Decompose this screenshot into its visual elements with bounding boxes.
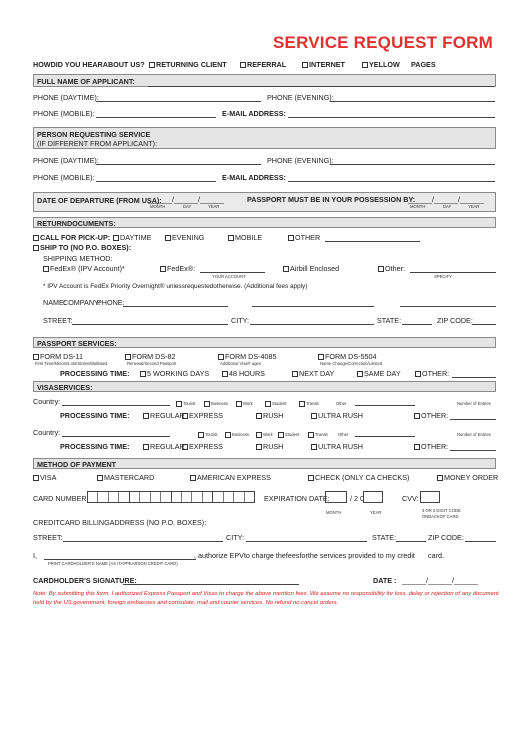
visa1-processing-label: PROCESSING TIME: bbox=[60, 411, 130, 420]
visa1-tourist-option[interactable]: Tourist bbox=[176, 401, 195, 407]
ship-phone-label: PHONE: bbox=[97, 298, 125, 307]
proc-5-days-option[interactable]: 5 WORKING DAYS bbox=[140, 369, 209, 378]
checkbox-icon[interactable] bbox=[414, 413, 420, 419]
checkbox-icon[interactable] bbox=[143, 444, 149, 450]
checkbox-icon[interactable] bbox=[182, 413, 188, 419]
proc-48-hours-option[interactable]: 48 HOURS bbox=[222, 369, 265, 378]
pay-money-order-option[interactable]: MONEY ORDER bbox=[437, 473, 498, 482]
ship-street-label: STREET: bbox=[43, 316, 73, 325]
form-ds5504-option[interactable]: FORM DS-5504 bbox=[318, 352, 377, 361]
ship-state-field[interactable] bbox=[402, 324, 432, 325]
checkbox-icon[interactable] bbox=[113, 235, 119, 241]
billing-street-field[interactable] bbox=[63, 541, 223, 542]
checkbox-icon[interactable] bbox=[283, 266, 289, 272]
exp-year-field[interactable] bbox=[363, 491, 383, 503]
ship-zip-field[interactable] bbox=[472, 324, 496, 325]
requester-phone-mob-field[interactable] bbox=[96, 181, 216, 182]
billing-state-label: STATE: bbox=[372, 533, 397, 542]
pickup-option[interactable]: CALL FOR PICK-UP: bbox=[33, 233, 110, 242]
visa2-country-label: Country: bbox=[33, 428, 61, 437]
checkbox-icon[interactable] bbox=[165, 235, 171, 241]
checkbox-icon[interactable] bbox=[182, 444, 188, 450]
visa1-student-option[interactable]: Student bbox=[265, 401, 286, 407]
checkbox-icon[interactable] bbox=[357, 371, 363, 377]
passport-processing-label: PROCESSING TIME: bbox=[60, 369, 130, 378]
checkbox-icon[interactable] bbox=[308, 432, 314, 438]
visa2-work-option[interactable]: Work bbox=[256, 432, 273, 438]
applicant-phone-mob-field[interactable] bbox=[96, 117, 216, 118]
ipv-note: * IPV Account is FedEx Priority Overnight® unlessrequestedotherwise. (Additional fees apply) bbox=[43, 283, 308, 290]
requester-phone-day-label: PHONE (DAYTIME): bbox=[33, 156, 99, 165]
applicant-name-line[interactable] bbox=[148, 86, 494, 87]
pay-mastercard-option[interactable]: MASTERCARD bbox=[97, 473, 154, 482]
form-ds4085-option[interactable]: FORM DS-4085 bbox=[218, 352, 277, 361]
checkbox-icon[interactable] bbox=[33, 354, 39, 360]
applicant-phone-day-label: PHONE (DAYTIME): bbox=[33, 93, 99, 102]
billing-address-label: CREDITCARD BILLINGADDRESS (NO P.O. BOXES): bbox=[33, 518, 207, 527]
heard-option-yellow[interactable]: YELLOW bbox=[362, 60, 400, 69]
checkbox-icon[interactable] bbox=[362, 62, 368, 68]
disclaimer-line1: Note: By submitting this form. I authorized Express Passport and Visas to charge the above mention fees. We assume no responsibility for loss, delay or rejection of any document bbox=[33, 591, 499, 597]
checkbox-icon[interactable] bbox=[308, 475, 314, 481]
disclaimer-line2: held by the US government, foreign embassies and consulate, mail and courier services. No refund no cancel orders. bbox=[33, 600, 339, 606]
visa1-other-label: Other bbox=[336, 401, 347, 406]
heard-option-internet[interactable]: INTERNET bbox=[302, 60, 345, 69]
ship-phone-field[interactable] bbox=[400, 306, 496, 307]
cardholder-name-field[interactable] bbox=[44, 559, 196, 560]
auth-i: I, bbox=[33, 551, 37, 560]
checkbox-icon[interactable] bbox=[318, 354, 324, 360]
visa2-other-field[interactable] bbox=[355, 436, 415, 437]
visa2-transit-option[interactable]: Transit bbox=[308, 432, 328, 438]
checkbox-icon[interactable] bbox=[160, 266, 166, 272]
requester-email-field[interactable] bbox=[288, 181, 495, 182]
visa1-express-option[interactable]: EXPRESS bbox=[182, 411, 223, 420]
checkbox-icon[interactable] bbox=[125, 354, 131, 360]
requester-phone-eve-label: PHONE (EVENING): bbox=[267, 156, 334, 165]
checkbox-icon[interactable] bbox=[378, 266, 384, 272]
checkbox-icon[interactable] bbox=[143, 413, 149, 419]
proc-same-day-option[interactable]: SAME DAY bbox=[357, 369, 401, 378]
cvv-label: CVV: bbox=[402, 494, 419, 503]
shipping-method-label: SHIPPING METHOD: bbox=[43, 254, 113, 263]
exp-month-field[interactable] bbox=[325, 491, 347, 503]
checkbox-icon[interactable] bbox=[265, 401, 271, 407]
ship-company-label: COMPANY: bbox=[63, 298, 101, 307]
visa1-entries-label: Number of Entries bbox=[457, 401, 491, 406]
heard-question: HOWDID YOU HEARABOUT US? bbox=[33, 60, 145, 69]
fedex-account-option[interactable]: FedEx®: bbox=[160, 264, 195, 273]
card-number-field[interactable] bbox=[87, 491, 255, 503]
pickup-other-field[interactable] bbox=[325, 241, 420, 242]
checkbox-icon[interactable] bbox=[299, 401, 305, 407]
checkbox-icon[interactable] bbox=[240, 62, 246, 68]
checkbox-icon[interactable] bbox=[256, 444, 262, 450]
cvv-field[interactable] bbox=[420, 491, 440, 503]
signature-label: CARDHOLDER'S SIGNATURE: bbox=[33, 576, 137, 585]
checkbox-icon[interactable] bbox=[190, 475, 196, 481]
ship-street-field[interactable] bbox=[72, 324, 228, 325]
proc-other-option[interactable]: OTHER: bbox=[415, 369, 449, 378]
billing-street-label: STREET: bbox=[33, 533, 63, 542]
visa2-regular-option[interactable]: REGULAR bbox=[143, 442, 185, 451]
payment-header: METHOD OF PAYMENT bbox=[33, 458, 496, 469]
pay-visa-option[interactable]: VISA bbox=[33, 473, 56, 482]
checkbox-icon[interactable] bbox=[311, 413, 317, 419]
applicant-phone-day-field[interactable] bbox=[96, 101, 261, 102]
applicant-phone-eve-label: PHONE (EVENING): bbox=[267, 93, 334, 102]
applicant-email-label: E-MAIL ADDRESS: bbox=[222, 109, 286, 118]
applicant-phone-mob-label: PHONE (MOBILE): bbox=[33, 109, 95, 118]
checkbox-icon[interactable] bbox=[414, 444, 420, 450]
visa2-business-option[interactable]: Business bbox=[225, 432, 249, 438]
checkbox-icon[interactable] bbox=[437, 475, 443, 481]
heard-option-pages: PAGES bbox=[411, 60, 436, 69]
pickup-other-option[interactable]: OTHER bbox=[288, 233, 320, 242]
applicant-header: FULL NAME OF APPLICANT: bbox=[33, 74, 496, 87]
exp-year-prefix: / 2 0 bbox=[350, 494, 364, 503]
visa2-other2-option[interactable]: OTHER: bbox=[414, 442, 448, 451]
visa1-country-field[interactable] bbox=[62, 405, 170, 406]
auth-text: , authorize EPVto charge thefeesforthe services provided to my credit bbox=[194, 551, 415, 560]
checkbox-icon[interactable] bbox=[33, 235, 39, 241]
billing-city-label: CITY: bbox=[226, 533, 244, 542]
visa2-ultra-rush-option[interactable]: ULTRA RUSH bbox=[311, 442, 363, 451]
signature-field[interactable] bbox=[123, 584, 299, 585]
checkbox-icon[interactable] bbox=[311, 444, 317, 450]
checkbox-icon[interactable] bbox=[225, 432, 231, 438]
billing-zip-label: ZIP CODE: bbox=[428, 533, 464, 542]
fedex-ipv-option[interactable]: FedEx® (IPV Account)* bbox=[43, 264, 125, 273]
visa2-rush-option[interactable]: RUSH bbox=[256, 442, 283, 451]
ship-name-field[interactable] bbox=[123, 306, 228, 307]
visa1-business-option[interactable]: Business bbox=[204, 401, 228, 407]
proc-next-day-option[interactable]: NEXT DAY bbox=[292, 369, 334, 378]
checkbox-icon[interactable] bbox=[97, 475, 103, 481]
checkbox-icon[interactable] bbox=[236, 401, 242, 407]
checkbox-icon[interactable] bbox=[204, 401, 210, 407]
heard-option-returning[interactable]: RETURNING CLIENT bbox=[149, 60, 227, 69]
passport-possession-date-field[interactable]: ______/______/______ bbox=[408, 195, 484, 204]
return-docs-header: RETURNDOCUMENTS: bbox=[33, 217, 496, 228]
checkbox-icon[interactable] bbox=[176, 401, 182, 407]
visa2-tourist-option[interactable]: Tourist bbox=[198, 432, 217, 438]
pickup-mobile-option[interactable]: MOBILE bbox=[228, 233, 262, 242]
departure-row: DATE OF DEPARTURE (FROM USA): bbox=[33, 192, 496, 212]
ship-company-field[interactable] bbox=[252, 306, 374, 307]
auth-card: card. bbox=[428, 551, 444, 560]
billing-city-field[interactable] bbox=[246, 541, 367, 542]
checkbox-icon[interactable] bbox=[198, 432, 204, 438]
checkbox-icon[interactable] bbox=[278, 432, 284, 438]
visa1-ultra-rush-option[interactable]: ULTRA RUSH bbox=[311, 411, 363, 420]
checkbox-icon[interactable] bbox=[415, 371, 421, 377]
checkbox-icon[interactable] bbox=[228, 235, 234, 241]
requester-phone-mob-label: PHONE (MOBILE): bbox=[33, 173, 95, 182]
pickup-daytime-option[interactable]: DAYTIME bbox=[113, 233, 151, 242]
visa1-regular-option[interactable]: REGULAR bbox=[143, 411, 185, 420]
expiration-label: EXPIRATION DATE: bbox=[264, 494, 330, 503]
fedex-account-field[interactable] bbox=[200, 272, 265, 273]
pay-amex-option[interactable]: AMERICAN EXPRESS bbox=[190, 473, 271, 482]
billing-zip-field[interactable] bbox=[465, 541, 496, 542]
visa1-other-field[interactable] bbox=[355, 405, 415, 406]
checkbox-icon[interactable] bbox=[43, 266, 49, 272]
visa2-other2-field[interactable] bbox=[450, 450, 496, 451]
checkbox-icon[interactable] bbox=[33, 475, 39, 481]
visa1-work-option[interactable]: Work bbox=[236, 401, 253, 407]
visa1-other2-field[interactable] bbox=[450, 419, 496, 420]
requester-phone-eve-field[interactable] bbox=[330, 164, 495, 165]
visa1-country-label: Country: bbox=[33, 397, 61, 406]
checkbox-icon[interactable] bbox=[292, 371, 298, 377]
visa1-other2-option[interactable]: OTHER: bbox=[414, 411, 448, 420]
ship-city-field[interactable] bbox=[250, 324, 374, 325]
form-title: SERVICE REQUEST FORM bbox=[273, 33, 493, 52]
ship-to-option[interactable]: SHIP TO (NO P.O. BOXES): bbox=[33, 243, 131, 252]
visa2-country-field[interactable] bbox=[62, 436, 170, 437]
visa-header: VISASERVICES: bbox=[33, 381, 496, 392]
airbill-option[interactable]: Airbill Enclosed bbox=[283, 264, 339, 273]
proc-other-field[interactable] bbox=[452, 377, 496, 378]
visa2-other-label: Other bbox=[338, 432, 349, 437]
visa2-processing-label: PROCESSING TIME: bbox=[60, 442, 130, 451]
card-number-label: CARD NUMBER: bbox=[33, 494, 89, 503]
checkbox-icon[interactable] bbox=[218, 354, 224, 360]
checkbox-icon[interactable] bbox=[256, 413, 262, 419]
pay-check-option[interactable]: CHECK (ONLY CA CHECKS) bbox=[308, 473, 409, 482]
ship-state-label: STATE: bbox=[377, 316, 402, 325]
checkbox-icon[interactable] bbox=[149, 62, 155, 68]
ship-name-label: NAME: bbox=[43, 298, 66, 307]
form-ds82-option[interactable]: FORM DS-82 bbox=[125, 352, 176, 361]
applicant-email-field[interactable] bbox=[288, 117, 495, 118]
checkbox-icon[interactable] bbox=[302, 62, 308, 68]
visa2-student-option[interactable]: Student bbox=[278, 432, 299, 438]
passport-header: PASSPORT SERVICES: bbox=[33, 337, 496, 348]
ship-city-label: CITY: bbox=[231, 316, 249, 325]
checkbox-icon[interactable] bbox=[256, 432, 262, 438]
other-shipping-field[interactable] bbox=[410, 272, 496, 273]
checkbox-icon[interactable] bbox=[222, 371, 228, 377]
visa2-entries-label: Number of Entries bbox=[457, 432, 491, 437]
ship-zip-label: ZIP CODE: bbox=[437, 316, 473, 325]
departure-date-field[interactable]: ______/______/______ bbox=[148, 195, 224, 204]
billing-state-field[interactable] bbox=[396, 541, 426, 542]
checkbox-icon[interactable] bbox=[33, 245, 39, 251]
visa1-rush-option[interactable]: RUSH bbox=[256, 411, 283, 420]
checkbox-icon[interactable] bbox=[140, 371, 146, 377]
other-shipping-option[interactable]: Other: bbox=[378, 264, 405, 273]
checkbox-icon[interactable] bbox=[288, 235, 294, 241]
signature-date-field[interactable]: ______/______/______ bbox=[402, 576, 478, 585]
heard-option-referral[interactable]: REFERRAL bbox=[240, 60, 286, 69]
passport-possession-label: PASSPORT MUST BE IN YOUR POSSESSION BY: bbox=[247, 195, 416, 204]
visa1-transit-option[interactable]: Transit bbox=[299, 401, 319, 407]
requester-header: PERSON REQUESTING SERVICE (IF DIFFERENT FROM APPLICANT): bbox=[33, 127, 496, 149]
requester-email-label: E-MAIL ADDRESS: bbox=[222, 173, 286, 182]
form-ds11-option[interactable]: FORM DS-11 bbox=[33, 352, 83, 361]
applicant-phone-eve-field[interactable] bbox=[330, 101, 495, 102]
visa2-express-option[interactable]: EXPRESS bbox=[182, 442, 223, 451]
signature-date-label: DATE : bbox=[373, 576, 397, 585]
pickup-evening-option[interactable]: EVENING bbox=[165, 233, 204, 242]
requester-phone-day-field[interactable] bbox=[96, 164, 261, 165]
